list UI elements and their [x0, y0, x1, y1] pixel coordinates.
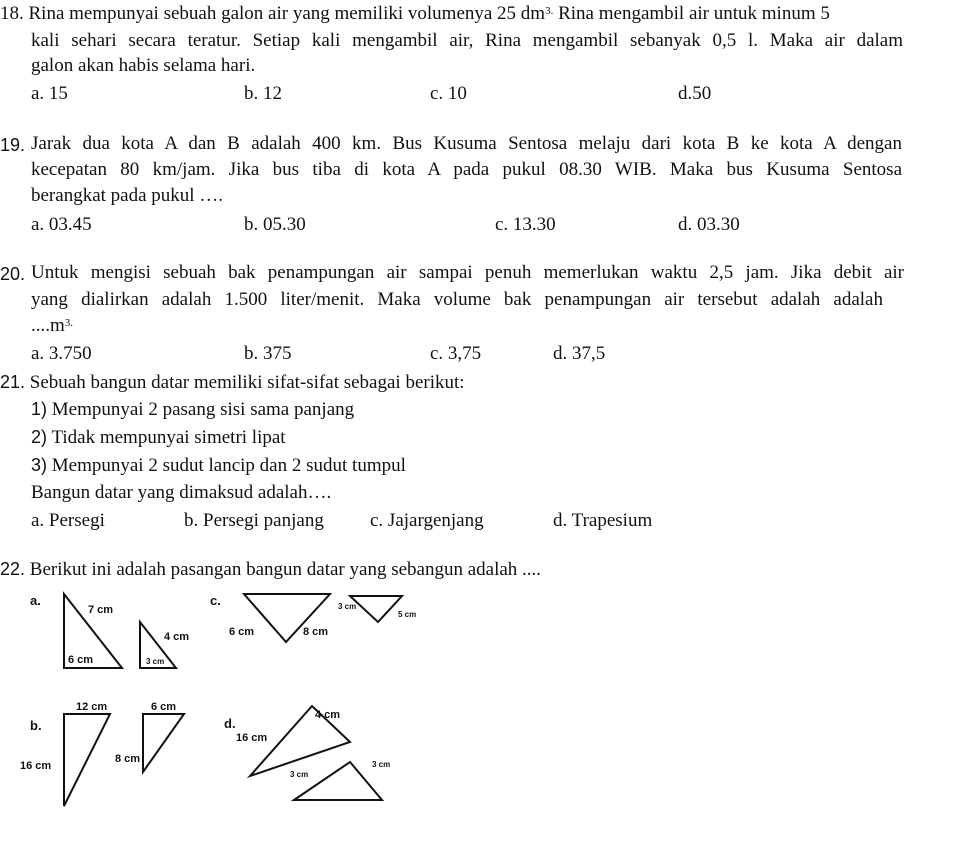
q20-option-b: b. 375 — [244, 343, 292, 364]
fig-b-label-1: 12 cm — [76, 701, 108, 713]
q21-option-a: a. Persegi — [31, 510, 105, 531]
fig-c-label-1: 6 cm — [229, 626, 255, 638]
q20-sup: 3. — [64, 317, 74, 329]
fig-d-label-3: 3 cm — [290, 770, 309, 779]
q21-prompt: Bangun datar yang dimaksud adalah…. — [31, 482, 332, 503]
fig-c-triangle-small — [350, 596, 402, 622]
q21-item-2-text: Tidak mempunyai simetri lipat — [51, 427, 286, 448]
fig-a-key: a. — [30, 593, 41, 608]
q21-item-1-text: Mempunyai 2 pasang sisi sama panjang — [51, 399, 355, 420]
q21-item-3-num: 3) — [31, 455, 48, 475]
q20-text-3: ....m — [31, 315, 65, 336]
fig-b-triangle-small — [143, 714, 184, 772]
q21-text-1: Sebuah bangun datar memiliki sifat-sifat sebagai berikut: — [29, 372, 465, 393]
fig-a-label-2: 6 cm — [68, 654, 94, 666]
q20-option-a: a. 3.750 — [31, 343, 92, 364]
q18-number: 18. — [0, 3, 24, 24]
fig-a-label-1: 7 cm — [88, 604, 114, 616]
q18-option-d: d.50 — [678, 83, 712, 104]
q18-text-1: Rina mempunyai sebuah galon air yang memiliki volumenya 25 dm — [28, 3, 546, 24]
q19-line3: berangkat pada pukul …. — [31, 185, 224, 206]
q20-option-d: d. 37,5 — [553, 343, 606, 364]
q20-option-c: c. 3,75 — [430, 343, 482, 364]
q21-item-2 — [31, 426, 286, 449]
q18-option-b: b. 12 — [244, 83, 282, 104]
q21-number: 21. — [0, 372, 26, 392]
q21-option-b: b. Persegi panjang — [184, 510, 324, 531]
q18-line3: galon akan habis selama hari. — [31, 55, 256, 76]
q18-sup: 3. — [545, 5, 554, 17]
q21-item-1 — [31, 398, 354, 421]
q21-option-d: d. Trapesium — [553, 510, 653, 531]
q20-line3 — [31, 315, 73, 337]
q18-line1 — [0, 3, 830, 25]
q21-option-c: c. Jajargenjang — [370, 510, 484, 531]
q21-item-3-text: Mempunyai 2 sudut lancip dan 2 sudut tumpul — [51, 455, 406, 476]
fig-c-label-4: 5 cm — [398, 610, 417, 619]
q19-option-a: a. 03.45 — [31, 214, 92, 235]
fig-d-label-2: 16 cm — [236, 732, 268, 744]
q22-line1 — [0, 558, 541, 581]
fig-d-triangle-small — [294, 762, 382, 800]
q18-text-1b: Rina mengambil air untuk minum 5 — [553, 3, 830, 24]
fig-d-label-1: 4 cm — [315, 709, 341, 721]
fig-d-label-4: 3 cm — [372, 760, 391, 769]
q21-item-3 — [31, 454, 406, 477]
fig-c-label-3: 3 cm — [338, 602, 357, 611]
q21-item-2-num: 2) — [31, 427, 48, 447]
q19-number: 19. — [0, 135, 26, 155]
q20-number: 20. — [0, 264, 26, 284]
q18-option-a: a. 15 — [31, 83, 68, 104]
q20-line1: Untuk mengisi sebuah bak penampungan air sampai penuh memerlukan waktu 2,5 jam. Jika debit air — [31, 262, 904, 283]
q18-option-c: c. 10 — [430, 83, 467, 104]
fig-c-label-2: 8 cm — [303, 626, 329, 638]
fig-b-label-2: 16 cm — [20, 760, 52, 772]
fig-b-key: b. — [30, 718, 42, 733]
fig-c-key: c. — [210, 593, 221, 608]
fig-d-key: d. — [224, 716, 236, 731]
q20-line2: yang dialirkan adalah 1.500 liter/menit. Maka volume bak penampungan air tersebut adalah adalah — [31, 289, 883, 310]
fig-b-triangle-large — [64, 714, 110, 806]
q19-option-c: c. 13.30 — [495, 214, 556, 235]
q19-option-b: b. 05.30 — [244, 214, 306, 235]
q22-figures — [0, 580, 961, 850]
q19-line2: kecepatan 80 km/jam. Jika bus tiba di kota A pada pukul 08.30 WIB. Maka bus Kusuma Sentosa — [31, 159, 902, 180]
q21-line1 — [0, 371, 465, 394]
fig-a-label-3: 4 cm — [164, 631, 190, 643]
q19-option-d: d. 03.30 — [678, 214, 740, 235]
q19-line1: Jarak dua kota A dan B adalah 400 km. Bus Kusuma Sentosa melaju dari kota B ke kota A dengan — [31, 133, 902, 154]
q21-item-1-num: 1) — [31, 399, 48, 419]
fig-b-label-3: 6 cm — [151, 701, 177, 713]
fig-a-label-4: 3 cm — [146, 657, 165, 666]
q22-number: 22. — [0, 559, 26, 579]
fig-b-label-4: 8 cm — [115, 753, 141, 765]
q22-text-1: Berikut ini adalah pasangan bangun datar yang sebangun adalah .... — [29, 559, 542, 580]
q18-line2: kali sehari secara teratur. Setiap kali mengambil air, Rina mengambil sebanyak 0,5 l. Maka air dalam — [31, 30, 903, 51]
